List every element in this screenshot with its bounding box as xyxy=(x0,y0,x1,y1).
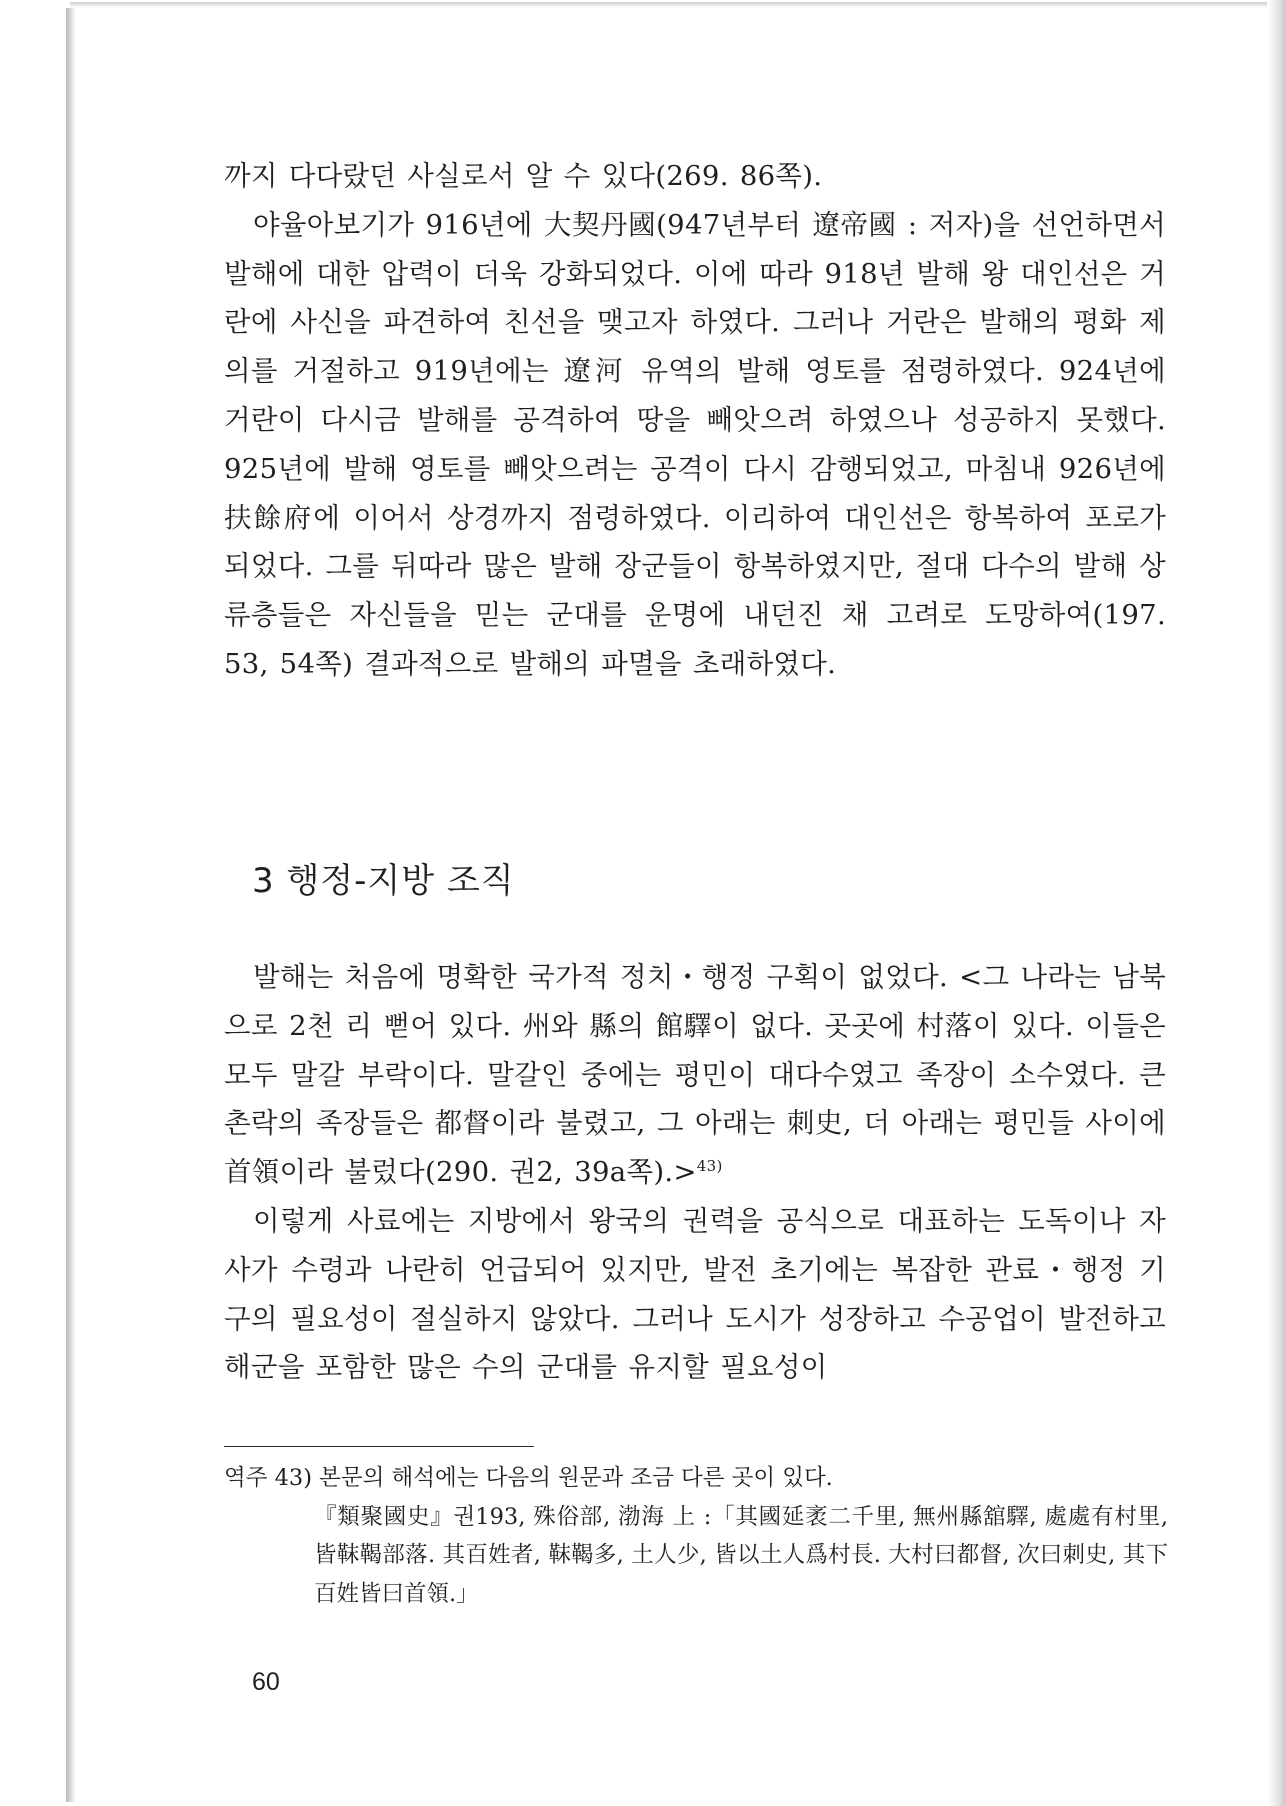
body-text-section xyxy=(224,953,1166,1392)
paragraph-admin-development: 이렇게 사료에는 지방에서 왕국의 권력을 공식으로 대표하는 도독이나 자사가 수령과 나란히 언급되어 있지만, 발전 초기에는 복잡한 관료・행정 기구의 필요성이 절실하지 않았다. 그러나 도시가 성장하고 수공업이 발전하고 해군을 포함한 많은 수의 군대를 유지할 필요성이 xyxy=(224,1204,1166,1384)
footnote xyxy=(224,1459,1168,1613)
paragraph-khitan-conquest: 야율아보기가 916년에 大契丹國(947년부터 遼帝國 : 저자)을 선언하면서 발해에 대한 압력이 더욱 강화되었다. 이에 따라 918년 발해 왕 대인선은 거란에 사신을 파견하여 친선을 맺고자 하였다. 그러나 거란은 발해의 평화 제의를 거절하고 919년에는 遼河 유역의 발해 영토를 점령하였다. 924년에 거란이 다시금 발해를 공격하여 땅을 빼앗으려 하였으나 성공하지 못했다. 925년에 발해 영토를 빼앗으려는 공격이 다시 감행되었고, 마침내 926년에 扶餘府에 이어서 상경까지 점령하였다. 이리하여 대인선은 항복하여 포로가 되었다. 그를 뒤따라 많은 발해 장군들이 항복하였지만, 절대 다수의 발해 상류층들은 자신들을 믿는 군대를 운명에 내던진 채 고려로 도망하여(197. 53, 54쪽) 결과적으로 발해의 파멸을 초래하였다. xyxy=(224,208,1166,680)
page-edge-left xyxy=(66,8,76,1802)
footnote-divider xyxy=(224,1446,534,1447)
paragraph-admin-intro xyxy=(224,953,1166,1197)
footnote-label: 역주 43) 본문의 해석에는 다음의 원문과 조금 다른 곳이 있다. xyxy=(224,1465,833,1491)
page-edge-right xyxy=(1267,0,1285,1806)
paragraph-admin-intro-text: 발해는 처음에 명확한 국가적 정치・행정 구획이 없었다. <그 나라는 남북으로 2천 리 뻗어 있다. 州와 縣의 館驛이 없다. 곳곳에 村落이 있다. 이들은 모두 말갈 부락이다. 말갈인 중에는 평민이 대다수였고 족장이 소수였다. 큰 촌락의 족장들은 都督이라 불렸고, 그 아래는 刺史, 더 아래는 평민들 사이에 首領이라 불렀다(290. 권2, 39a쪽).> xyxy=(224,961,1166,1189)
section-heading: 3 행정-지방 조직 xyxy=(252,861,515,901)
paragraph-continued: 까지 다다랐던 사실로서 알 수 있다(269. 86쪽). xyxy=(224,160,823,192)
page-number: 60 xyxy=(252,1668,280,1696)
footnote-source-text: 『類聚國史』권193, 殊俗部, 渤海 上 :「其國延袤二千里, 無州縣舘驛, 處處有村里, 皆靺鞨部落. 其百姓者, 靺鞨多, 土人少, 皆以土人爲村長. 大村曰都督, 次曰刺史, 其下百姓皆曰首領.」 xyxy=(314,1503,1168,1607)
footnote-reference[interactable]: 43) xyxy=(696,1157,723,1176)
body-text-top xyxy=(224,152,1166,689)
